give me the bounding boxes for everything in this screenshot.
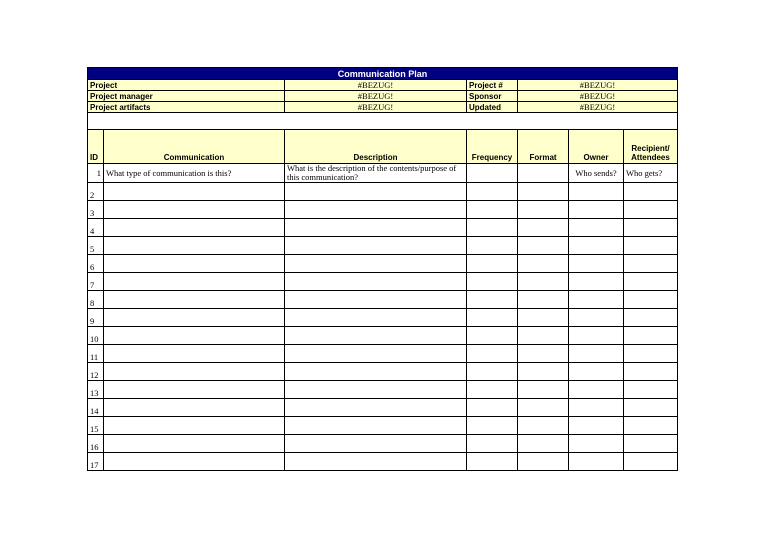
row-id[interactable]: 2: [88, 183, 104, 201]
example-owner[interactable]: Who sends?: [569, 164, 624, 183]
example-communication[interactable]: What type of communication is this?: [104, 164, 285, 183]
owner-cell[interactable]: [569, 345, 624, 363]
recipient-cell[interactable]: [624, 435, 678, 453]
table-row: [88, 309, 678, 327]
updated-label[interactable]: Updated: [467, 102, 518, 113]
format-cell[interactable]: [518, 291, 569, 309]
row-id[interactable]: 9: [88, 309, 104, 327]
description-cell[interactable]: [285, 417, 467, 435]
format-cell[interactable]: [518, 363, 569, 381]
row-id[interactable]: 16: [88, 435, 104, 453]
format-cell[interactable]: [518, 219, 569, 237]
sponsor-value[interactable]: #BEZUG!: [518, 91, 678, 102]
owner-cell[interactable]: [569, 183, 624, 201]
frequency-cell[interactable]: [467, 201, 518, 219]
description-cell[interactable]: [285, 183, 467, 201]
format-cell[interactable]: [518, 345, 569, 363]
table-row: [88, 219, 678, 237]
frequency-cell[interactable]: [467, 237, 518, 255]
recipient-cell[interactable]: [624, 237, 678, 255]
communication-cell[interactable]: [104, 399, 285, 417]
header-id[interactable]: ID: [88, 130, 104, 164]
format-cell[interactable]: [518, 327, 569, 345]
spacer-cell[interactable]: [88, 113, 678, 130]
recipient-cell[interactable]: [624, 309, 678, 327]
frequency-cell[interactable]: [467, 417, 518, 435]
description-cell[interactable]: [285, 363, 467, 381]
frequency-cell[interactable]: [467, 381, 518, 399]
row-id[interactable]: 1: [88, 164, 104, 183]
project-label[interactable]: Project: [88, 80, 285, 91]
communication-cell[interactable]: [104, 327, 285, 345]
format-cell[interactable]: [518, 237, 569, 255]
communication-cell[interactable]: [104, 183, 285, 201]
header-frequency[interactable]: Frequency: [467, 130, 518, 164]
row-id[interactable]: 12: [88, 363, 104, 381]
frequency-cell[interactable]: [467, 183, 518, 201]
communication-cell[interactable]: [104, 345, 285, 363]
column-header-row: [88, 130, 678, 164]
frequency-cell[interactable]: [467, 327, 518, 345]
owner-cell[interactable]: [569, 201, 624, 219]
communication-cell[interactable]: [104, 309, 285, 327]
table-row: [88, 435, 678, 453]
table-row: [88, 381, 678, 399]
row-id[interactable]: 14: [88, 399, 104, 417]
format-cell[interactable]: [518, 255, 569, 273]
row-id[interactable]: 17: [88, 453, 104, 471]
format-cell[interactable]: [518, 381, 569, 399]
recipient-cell[interactable]: [624, 219, 678, 237]
recipient-cell[interactable]: [624, 417, 678, 435]
owner-cell[interactable]: [569, 291, 624, 309]
format-cell[interactable]: [518, 435, 569, 453]
description-cell[interactable]: [285, 309, 467, 327]
description-cell[interactable]: [285, 399, 467, 417]
row-id[interactable]: 6: [88, 255, 104, 273]
format-cell[interactable]: [518, 399, 569, 417]
owner-cell[interactable]: [569, 309, 624, 327]
description-cell[interactable]: [285, 255, 467, 273]
table-row: [88, 345, 678, 363]
recipient-cell[interactable]: [624, 453, 678, 471]
communication-cell[interactable]: [104, 273, 285, 291]
frequency-cell[interactable]: [467, 273, 518, 291]
owner-cell[interactable]: [569, 255, 624, 273]
header-recipient[interactable]: Recipient/ Attendees: [624, 130, 678, 164]
recipient-cell[interactable]: [624, 345, 678, 363]
owner-cell[interactable]: [569, 435, 624, 453]
description-cell[interactable]: [285, 219, 467, 237]
recipient-cell[interactable]: [624, 291, 678, 309]
recipient-cell[interactable]: [624, 363, 678, 381]
table-row: [88, 201, 678, 219]
row-id[interactable]: 8: [88, 291, 104, 309]
frequency-cell[interactable]: [467, 219, 518, 237]
recipient-cell[interactable]: [624, 381, 678, 399]
table-row: [88, 417, 678, 435]
owner-cell[interactable]: [569, 363, 624, 381]
format-cell[interactable]: [518, 201, 569, 219]
communication-cell[interactable]: [104, 381, 285, 399]
header-format[interactable]: Format: [518, 130, 569, 164]
recipient-cell[interactable]: [624, 255, 678, 273]
owner-cell[interactable]: [569, 399, 624, 417]
row-id[interactable]: 5: [88, 237, 104, 255]
recipient-cell[interactable]: [624, 201, 678, 219]
owner-cell[interactable]: [569, 327, 624, 345]
description-cell[interactable]: [285, 291, 467, 309]
table-row: [88, 183, 678, 201]
communication-cell[interactable]: [104, 219, 285, 237]
description-cell[interactable]: [285, 453, 467, 471]
communication-cell[interactable]: [104, 291, 285, 309]
row-id[interactable]: 15: [88, 417, 104, 435]
title-row: [88, 68, 678, 80]
table-row: [88, 291, 678, 309]
spacer-row: [88, 113, 678, 130]
owner-cell[interactable]: [569, 273, 624, 291]
format-cell[interactable]: [518, 417, 569, 435]
table-row: [88, 237, 678, 255]
table-row: [88, 327, 678, 345]
header-owner[interactable]: Owner: [569, 130, 624, 164]
project-artifacts-value[interactable]: #BEZUG!: [285, 102, 467, 113]
owner-cell[interactable]: [569, 417, 624, 435]
header-description[interactable]: Description: [285, 130, 467, 164]
owner-cell[interactable]: [569, 453, 624, 471]
owner-cell[interactable]: [569, 219, 624, 237]
communication-cell[interactable]: [104, 201, 285, 219]
format-cell[interactable]: [518, 453, 569, 471]
communication-cell[interactable]: [104, 363, 285, 381]
plan-table: [87, 67, 678, 471]
recipient-cell[interactable]: [624, 273, 678, 291]
description-cell[interactable]: [285, 273, 467, 291]
frequency-cell[interactable]: [467, 164, 518, 183]
frequency-cell[interactable]: [467, 345, 518, 363]
frequency-cell[interactable]: [467, 435, 518, 453]
format-cell[interactable]: [518, 164, 569, 183]
frequency-cell[interactable]: [467, 399, 518, 417]
description-cell[interactable]: [285, 345, 467, 363]
project-manager-label[interactable]: Project manager: [88, 91, 285, 102]
row-id[interactable]: 10: [88, 327, 104, 345]
description-cell[interactable]: [285, 237, 467, 255]
frequency-cell[interactable]: [467, 291, 518, 309]
project-artifacts-label[interactable]: Project artifacts: [88, 102, 285, 113]
info-row-artifacts: [88, 102, 678, 113]
table-row: [88, 273, 678, 291]
format-cell[interactable]: [518, 309, 569, 327]
updated-value[interactable]: #BEZUG!: [518, 102, 678, 113]
table-row: [88, 453, 678, 471]
owner-cell[interactable]: [569, 381, 624, 399]
sheet-title[interactable]: Communication Plan: [88, 68, 678, 80]
example-recipient[interactable]: Who gets?: [624, 164, 678, 183]
communication-cell[interactable]: [104, 237, 285, 255]
example-description[interactable]: What is the description of the contents/purpose of this communication?: [285, 164, 467, 183]
communication-cell[interactable]: [104, 453, 285, 471]
row-id[interactable]: 11: [88, 345, 104, 363]
project-manager-value[interactable]: #BEZUG!: [285, 91, 467, 102]
project-number-value[interactable]: #BEZUG!: [518, 80, 678, 91]
communication-cell[interactable]: [104, 255, 285, 273]
description-cell[interactable]: [285, 201, 467, 219]
format-cell[interactable]: [518, 183, 569, 201]
description-cell[interactable]: [285, 381, 467, 399]
format-cell[interactable]: [518, 273, 569, 291]
table-row: [88, 399, 678, 417]
info-row-project: [88, 80, 678, 91]
header-communication[interactable]: Communication: [104, 130, 285, 164]
recipient-cell[interactable]: [624, 327, 678, 345]
recipient-cell[interactable]: [624, 183, 678, 201]
communication-plan-sheet: [87, 67, 677, 471]
description-cell[interactable]: [285, 327, 467, 345]
row-id[interactable]: 4: [88, 219, 104, 237]
frequency-cell[interactable]: [467, 309, 518, 327]
sponsor-label[interactable]: Sponsor: [467, 91, 518, 102]
frequency-cell[interactable]: [467, 255, 518, 273]
table-row: [88, 255, 678, 273]
project-value[interactable]: #BEZUG!: [285, 80, 467, 91]
info-row-manager: [88, 91, 678, 102]
project-number-label[interactable]: Project #: [467, 80, 518, 91]
row-id[interactable]: 7: [88, 273, 104, 291]
frequency-cell[interactable]: [467, 363, 518, 381]
table-row: [88, 164, 678, 183]
recipient-cell[interactable]: [624, 399, 678, 417]
description-cell[interactable]: [285, 435, 467, 453]
communication-cell[interactable]: [104, 417, 285, 435]
owner-cell[interactable]: [569, 237, 624, 255]
communication-cell[interactable]: [104, 435, 285, 453]
row-id[interactable]: 3: [88, 201, 104, 219]
table-row: [88, 363, 678, 381]
frequency-cell[interactable]: [467, 453, 518, 471]
row-id[interactable]: 13: [88, 381, 104, 399]
